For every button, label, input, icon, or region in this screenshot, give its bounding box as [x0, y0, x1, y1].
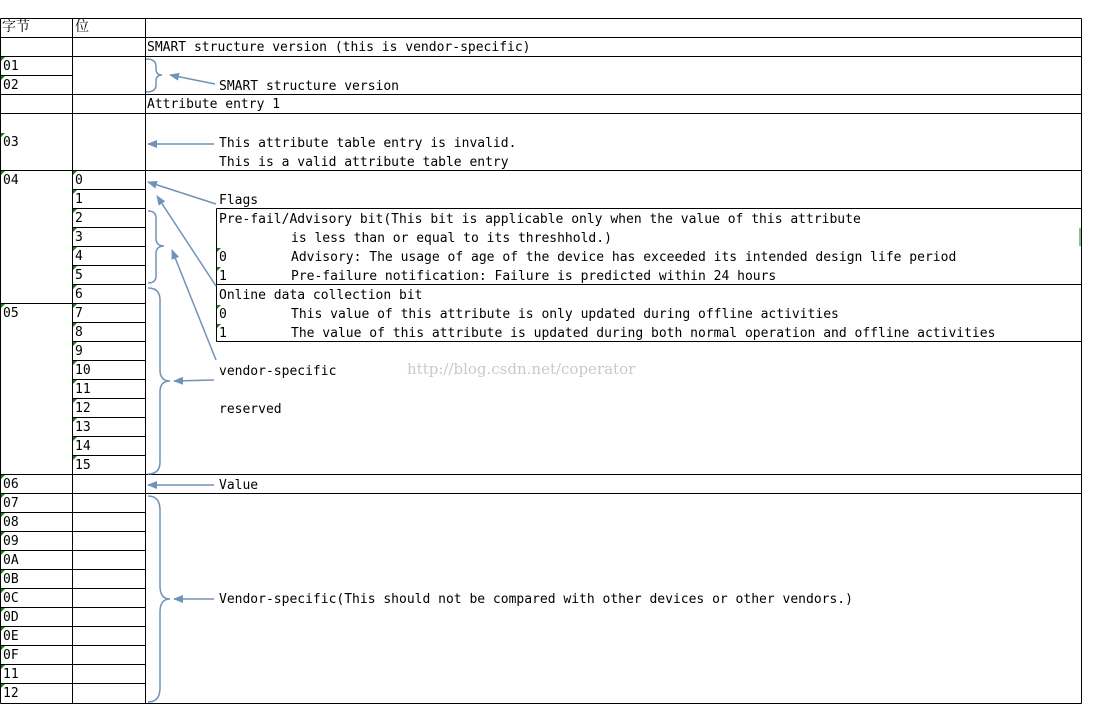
byte-cell: 0E	[3, 629, 19, 644]
cell-marker	[1, 513, 5, 517]
brace-bits-6-15	[148, 288, 170, 474]
cell-marker	[73, 266, 77, 270]
cell-marker	[1, 76, 5, 80]
byte-cell: 0D	[3, 610, 19, 625]
entry-valid-text: This is a valid attribute table entry	[219, 155, 509, 170]
online-1-text: The value of this attribute is updated during both normal operation and offline activities	[291, 326, 996, 341]
cell-marker	[1, 627, 5, 631]
cell-marker	[73, 456, 77, 460]
reserved-text: reserved	[219, 402, 282, 417]
arrow-structure-version	[170, 75, 215, 84]
byte-cell: 09	[3, 534, 19, 549]
bit-cell: 1	[75, 192, 83, 207]
bit-cell: 13	[75, 420, 91, 435]
bit-cell: 14	[75, 439, 91, 454]
cell-marker	[73, 304, 77, 308]
structure-version-text: SMART structure version	[219, 79, 400, 94]
byte-cell: 03	[3, 135, 19, 150]
cell-marker	[217, 324, 221, 328]
bit-cell: 7	[75, 306, 83, 321]
brace-vendor-bytes	[148, 496, 170, 702]
cell-marker	[73, 323, 77, 327]
header-bit: 位	[75, 19, 89, 35]
byte-cell: 11	[3, 667, 19, 682]
watermark-text: http://blog.csdn.net/coperator	[407, 360, 636, 378]
byte-cell: 01	[3, 59, 19, 74]
flags-text: Flags	[219, 193, 259, 208]
arrow-vendor-specific	[172, 250, 216, 360]
vendor-specific-text: vendor-specific	[219, 364, 337, 379]
online-0-code: 0	[219, 307, 227, 322]
byte-cell: 05	[3, 306, 19, 321]
bit-cell: 15	[75, 458, 91, 473]
bit-cell: 9	[75, 344, 83, 359]
bit-cell: 5	[75, 268, 83, 283]
online-1-code: 1	[219, 326, 227, 341]
byte-cell: 0A	[3, 553, 19, 568]
arrow-reserved	[174, 380, 214, 381]
arrow-flags	[148, 182, 216, 204]
cell-marker	[73, 342, 77, 346]
prefail-1-text: Pre-failure notification: Failure is predicted within 24 hours	[291, 269, 777, 284]
byte-cell: 0F	[3, 648, 19, 663]
byte-cell: 04	[3, 173, 19, 188]
bit-cell: 11	[75, 382, 91, 397]
entry-invalid-text: This attribute table entry is invalid.	[219, 136, 517, 151]
cell-marker	[73, 361, 77, 365]
cell-marker	[73, 209, 77, 213]
byte-cell: 07	[3, 496, 19, 511]
byte-cell: 06	[3, 477, 19, 492]
cell-marker	[73, 437, 77, 441]
attribute-entry-text: Attribute entry 1	[147, 97, 281, 112]
bit-cell: 6	[75, 287, 83, 302]
brace-bits-2-5	[148, 211, 164, 283]
prefail-cont-text: is less than or equal to its threshhold.)	[291, 231, 612, 246]
bit-cell: 3	[75, 230, 83, 245]
prefail-0-text: Advisory: The usage of age of the device has exceeded its intended design life period	[291, 250, 957, 265]
bit-cell: 2	[75, 211, 83, 226]
bit-cell: 0	[75, 173, 83, 188]
bit-cell: 10	[75, 363, 91, 378]
byte-cell: 08	[3, 515, 19, 530]
value-text: Value	[219, 478, 259, 493]
cell-marker	[217, 267, 221, 271]
cell-marker	[73, 418, 77, 422]
bit-cell: 8	[75, 325, 83, 340]
cell-marker	[1, 551, 5, 555]
cell-marker	[73, 399, 77, 403]
cell-marker	[1, 57, 5, 61]
cell-marker	[1, 665, 5, 669]
byte-cell: 0C	[3, 591, 19, 606]
cell-marker	[1, 171, 5, 175]
bit-cell: 12	[75, 401, 91, 416]
cell-marker	[1, 589, 5, 593]
online-0-text: This value of this attribute is only updated during offline activities	[291, 307, 839, 322]
cell-marker	[1, 570, 5, 574]
cell-marker	[217, 305, 221, 309]
bit-cell: 4	[75, 249, 83, 264]
header-byte: 字节	[2, 19, 30, 35]
cell-marker	[73, 380, 77, 384]
cell-marker	[1, 475, 5, 479]
cell-marker	[217, 248, 221, 252]
byte-cell: 0B	[3, 572, 19, 587]
cell-marker	[1, 646, 5, 650]
brace-structure-version	[146, 59, 162, 92]
cell-marker	[73, 247, 77, 251]
cell-marker	[1, 684, 5, 688]
cell-marker	[1, 494, 5, 498]
cell-marker	[73, 228, 77, 232]
cell-marker	[1, 133, 5, 137]
byte-cell: 02	[3, 78, 19, 93]
structure-header-text: SMART structure version (this is vendor-specific)	[147, 40, 531, 55]
vendor-specific-long-text: Vendor-specific(This should not be compared with other devices or other vendors.)	[219, 592, 853, 607]
byte-cell: 12	[3, 686, 19, 701]
arrow-prefail	[157, 196, 216, 286]
cell-marker	[1, 532, 5, 536]
prefail-1-code: 1	[219, 269, 227, 284]
cell-marker	[1, 608, 5, 612]
online-title-text: Online data collection bit	[219, 288, 423, 303]
prefail-title-text: Pre-fail/Advisory bit(This bit is applicable only when the value of this attribute	[219, 212, 861, 227]
cell-marker	[1, 304, 5, 308]
prefail-0-code: 0	[219, 250, 227, 265]
cell-marker	[73, 190, 77, 194]
cell-marker	[73, 285, 77, 289]
cell-marker	[73, 171, 77, 175]
